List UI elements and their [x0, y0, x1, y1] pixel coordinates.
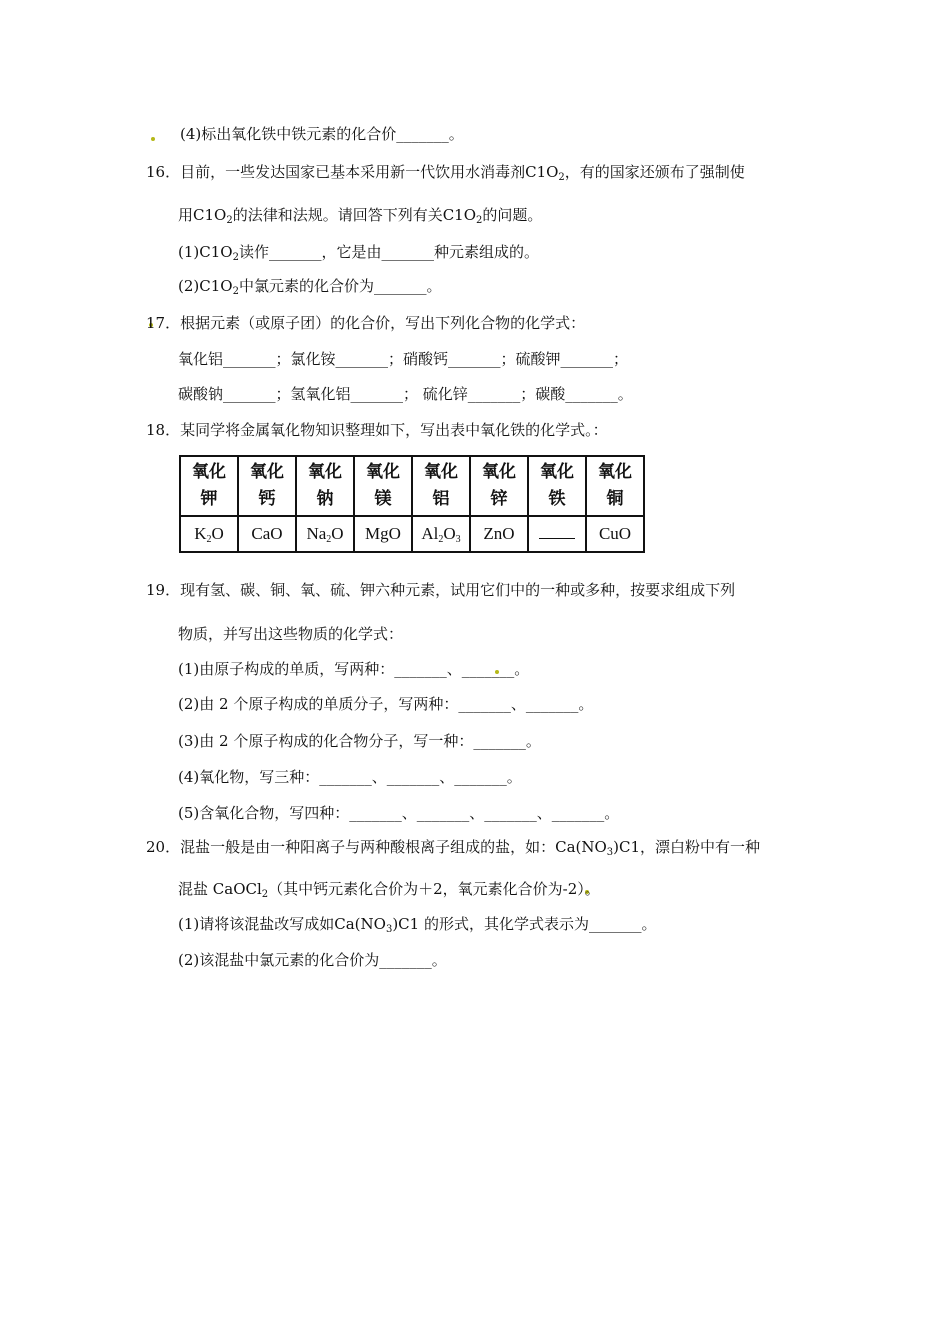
question-17-row-2: 碳酸钠_______；氢氧化铝_______； 硫化锌_______；碳酸_______。: [178, 385, 633, 403]
formula-cell: $Na_2O$: [296, 516, 354, 552]
question-19-part-2: (2)由 2 个原子构成的单质分子，写两种：_______、_______。: [178, 695, 594, 713]
question-20-line-2: 混盐 CaOCl$_2$（其中钙元素化合价为＋2，氧元素化合价为-2）。: [178, 880, 600, 900]
question-20-part-1: (1)请将该混盐改写成如$Ca(NO_3)C1$ 的形式，其化学式表示为_______。: [178, 915, 657, 935]
formula-cell: ZnO: [470, 516, 528, 552]
question-19-part-5: (5)含氧化合物，写四种：_______、_______、_______、_______。: [178, 804, 620, 822]
question-16-part-1: $(1)C1O_2$读作_______，它是由_______种元素组成的。: [178, 243, 539, 263]
table-row-names: [180, 456, 644, 516]
question-number: 18．: [146, 421, 181, 439]
question-number: 19．: [146, 581, 181, 599]
question-16-line-1: 16．目前，一些发达国家已基本采用新一代饮用水消毒剂$C1O_2$，有的国家还颁布了强制使: [146, 163, 745, 183]
question-17-prompt: 17．根据元素（或原子团）的化合价，写出下列化合物的化学式：: [146, 314, 586, 332]
question-19-part-1: (1)由原子构成的单质，写两种：_______、_______。: [178, 660, 530, 678]
table-cell: 氧化 铁: [528, 456, 586, 516]
question-19-line-1: 19．现有氢、碳、铜、氧、硫、钾六种元素，试用它们中的一种或多种，按要求组成下列: [146, 581, 736, 599]
formula-cell: CuO: [586, 516, 644, 552]
table-cell: 氧化 钾: [180, 456, 238, 516]
question-number: 20．: [146, 838, 181, 856]
question-19-part-4: (4)氧化物，写三种：_______、_______、_______。: [178, 768, 522, 786]
scan-speck: [151, 137, 155, 141]
table-row-formulas: [180, 516, 644, 552]
answer-blank[interactable]: [539, 524, 575, 539]
question-18-prompt: 18．某同学将金属氧化物知识整理如下，写出表中氧化铁的化学式。：: [146, 421, 608, 439]
table-cell: 氧化 钠: [296, 456, 354, 516]
table-cell: 氧化 铜: [586, 456, 644, 516]
question-16-part-2: $(2)C1O_2$中氯元素的化合价为_______。: [178, 277, 442, 297]
table-cell: 氧化 铝: [412, 456, 470, 516]
question-20-part-2: (2)该混盐中氯元素的化合价为_______。: [178, 951, 447, 969]
question-number: 17．: [146, 314, 181, 332]
formula-cell: $Al_2O_3$: [412, 516, 470, 552]
table-cell: 氧化 钙: [238, 456, 296, 516]
formula-cell: CaO: [238, 516, 296, 552]
question-number: 16．: [146, 163, 181, 181]
question-15-part-4: (4)标出氧化铁中铁元素的化合价_______。: [180, 125, 464, 143]
question-19-part-3: (3)由 2 个原子构成的化合物分子，写一种：_______。: [178, 732, 541, 750]
question-20-line-1: 20．混盐一般是由一种阳离子与两种酸根离子组成的盐，如：$Ca(NO_3)C1$，漂白粉中有一种: [146, 838, 761, 858]
question-16-line-2: 用$C1O_2$的法律和法规。请回答下列有关$C1O_2$的问题。: [178, 206, 543, 226]
table-cell: 氧化 锌: [470, 456, 528, 516]
formula-cell: $K_2O$: [180, 516, 238, 552]
question-19-line-2: 物质，并写出这些物质的化学式：: [178, 625, 404, 643]
formula-cell: MgO: [354, 516, 412, 552]
question-17-row-1: 氧化铝_______；氯化铵_______；硝酸钙_______；硫酸钾_______；: [178, 350, 629, 368]
table-cell: 氧化 镁: [354, 456, 412, 516]
formula-cell-blank[interactable]: [528, 516, 586, 552]
metal-oxide-table: [179, 455, 645, 553]
